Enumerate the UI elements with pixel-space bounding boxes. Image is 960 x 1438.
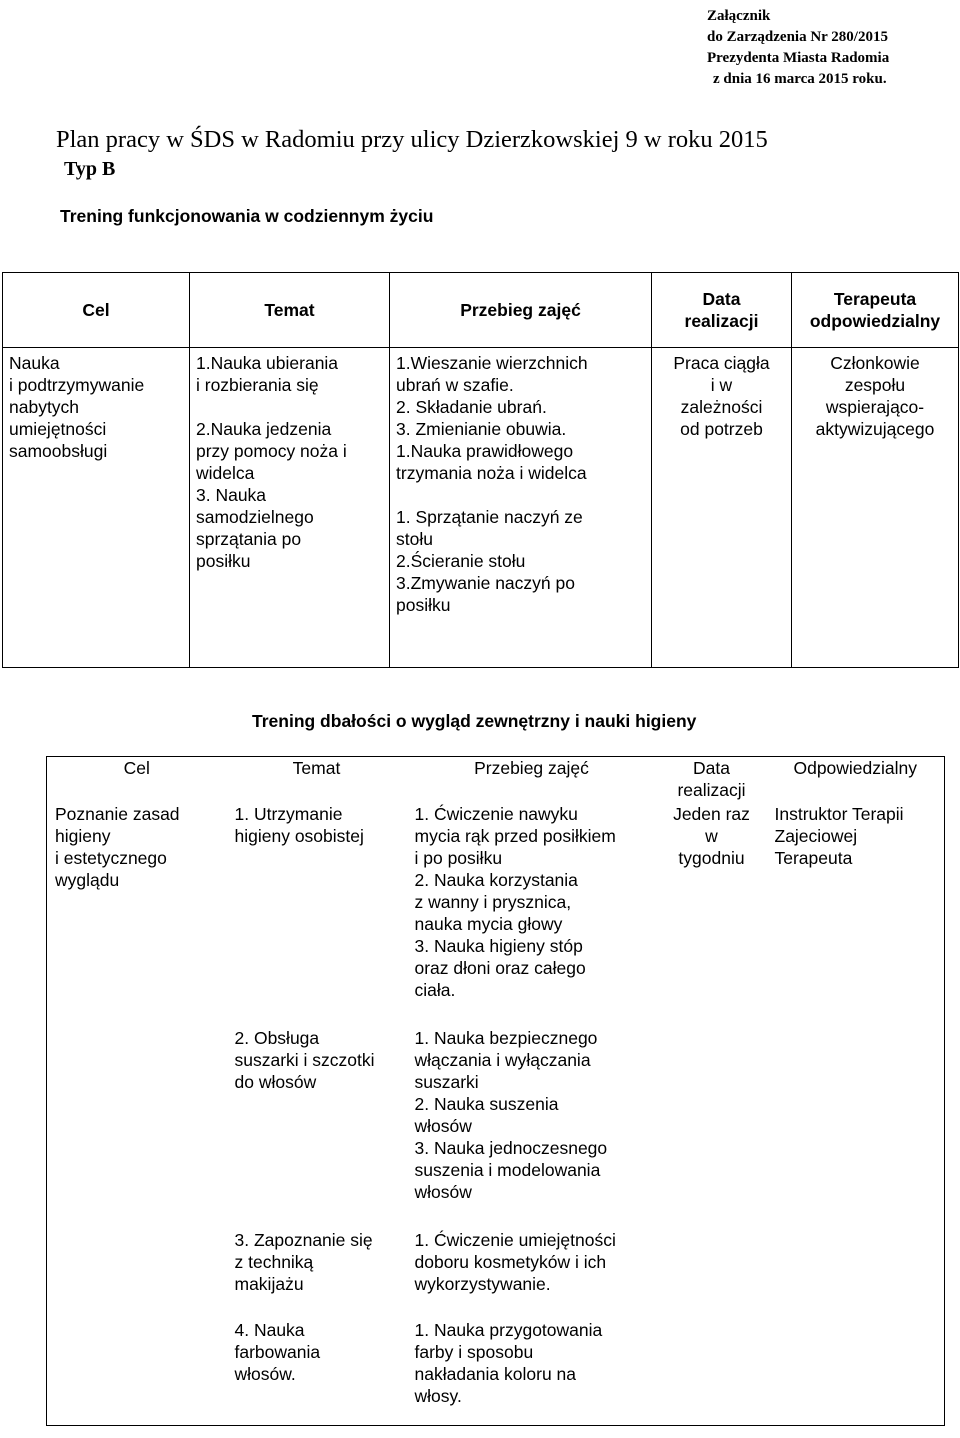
cell-line: 3. Nauka higieny stóp	[414, 936, 583, 956]
cell-line: i rozbierania się	[196, 375, 319, 395]
header-topic: Temat	[227, 757, 407, 802]
cell-line: nakładania koloru na	[414, 1364, 577, 1384]
table-header-row	[3, 273, 959, 348]
cell-line: włosów.	[234, 1364, 296, 1384]
cell-line: umiejętności	[9, 419, 107, 439]
cell-line: 1. Utrzymanie	[234, 804, 343, 824]
topic-cell	[227, 1003, 407, 1205]
cell-line: trzymania noża i widelca	[396, 463, 587, 483]
cell-line: włosy.	[414, 1386, 462, 1406]
cell-line: 1.Nauka ubierania	[196, 353, 339, 373]
cell-line: ciała.	[414, 980, 456, 1000]
cell-line: Poznanie zasad	[55, 804, 180, 824]
date-cell	[652, 348, 792, 668]
cell-line: Nauka	[9, 353, 60, 373]
cell-line: farbowania	[234, 1342, 321, 1362]
cell-line: stołu	[396, 529, 433, 549]
cell-line: makijażu	[234, 1274, 304, 1294]
cell-line: przy pomocy noża i	[196, 441, 347, 461]
cell-line: wspierająco-	[825, 397, 925, 417]
cell-line: 2. Obsługa	[234, 1028, 320, 1048]
header-date: Data realizacji	[657, 757, 767, 802]
topic-cell	[227, 1297, 407, 1426]
topic-cell	[227, 801, 407, 1003]
header-course: Przebieg zajęć	[407, 757, 657, 802]
cell-line: 1. Nauka przygotowania	[414, 1320, 603, 1340]
cell-line: Praca ciągła	[673, 353, 770, 373]
responsible-cell	[767, 801, 945, 1003]
cell-line	[196, 396, 383, 418]
header-responsible: Odpowiedzialny	[767, 757, 945, 802]
goal-cell	[47, 801, 227, 1003]
page-title: Plan pracy w ŚDS w Radomiu przy ulicy Dzierzkowskiej 9 w roku 2015	[56, 126, 768, 153]
cell-line: samodzielnego	[196, 507, 314, 527]
responsible-cell	[792, 348, 959, 668]
section2-table	[46, 756, 945, 1426]
cell-line: Zajeciowej	[774, 826, 858, 846]
cell-line: samoobsługi	[9, 441, 108, 461]
table-row	[47, 801, 945, 1003]
course-cell	[407, 1205, 657, 1297]
cell-line: 2. Nauka korzystania	[414, 870, 578, 890]
cell-line: nabytych	[9, 397, 80, 417]
cell-line: zależności	[680, 397, 763, 417]
cell-line: 1. Sprzątanie naczyń ze	[396, 507, 583, 527]
course-cell	[390, 348, 652, 668]
cell-line	[396, 484, 645, 506]
header-responsible: Terapeuta odpowiedzialny	[792, 273, 959, 348]
course-cell	[407, 1003, 657, 1205]
cell-line: 1. Ćwiczenie nawyku	[414, 804, 578, 824]
cell-line: 1. Ćwiczenie umiejętności	[414, 1230, 616, 1250]
section1-heading: Trening funkcjonowania w codziennym życiu	[60, 206, 434, 226]
cell-line: 2.Ścieranie stołu	[396, 551, 526, 571]
header-goal: Cel	[47, 757, 227, 802]
attachment-line: do Zarządzenia Nr 280/2015	[707, 29, 888, 45]
table-row	[3, 348, 959, 668]
cell-line: 2. Nauka suszenia	[414, 1094, 559, 1114]
cell-line: higieny	[55, 826, 111, 846]
cell-line: 3. Nauka jednoczesnego	[414, 1138, 608, 1158]
cell-line: aktywizującego	[815, 419, 935, 439]
cell-line: 3.Zmywanie naczyń po	[396, 573, 575, 593]
cell-line: tygodniu	[678, 848, 745, 868]
cell-line: 3. Nauka	[196, 485, 267, 505]
cell-line: i po posiłku	[414, 848, 503, 868]
attachment-line: z dnia 16 marca 2015 roku.	[713, 71, 887, 87]
cell-line: posiłku	[196, 551, 251, 571]
cell-line: nauka mycia głowy	[414, 914, 563, 934]
cell-line: w	[705, 826, 718, 846]
cell-line: Członkowie	[830, 353, 920, 373]
cell-line: z techniką	[234, 1252, 314, 1272]
cell-line: 3. Zapoznanie się	[234, 1230, 373, 1250]
cell-line: włączania i wyłączania	[414, 1050, 591, 1070]
table-header-row	[47, 757, 945, 802]
table-row	[47, 1297, 945, 1426]
course-cell	[407, 801, 657, 1003]
cell-line: 3. Zmienianie obuwia.	[396, 419, 567, 439]
page-subtitle: Typ B	[64, 158, 116, 180]
goal-cell	[3, 348, 190, 668]
cell-line: ubrań w szafie.	[396, 375, 514, 395]
header-goal: Cel	[3, 273, 190, 348]
section1-table	[2, 272, 959, 668]
attachment-note	[707, 6, 889, 90]
cell-line: doboru kosmetyków i ich	[414, 1252, 607, 1272]
header-topic: Temat	[190, 273, 390, 348]
cell-line: włosów	[414, 1116, 472, 1136]
cell-line: Jeden raz	[673, 804, 750, 824]
section2-heading: Trening dbałości o wygląd zewnętrzny i nauki higieny	[252, 711, 697, 731]
cell-line: i podtrzymywanie	[9, 375, 145, 395]
cell-line: od potrzeb	[680, 419, 763, 439]
cell-line: wyglądu	[55, 870, 120, 890]
cell-line: higieny osobistej	[234, 826, 364, 846]
topic-cell	[190, 348, 390, 668]
cell-line: 1.Nauka prawidłowego	[396, 441, 574, 461]
cell-line: włosów	[414, 1182, 472, 1202]
cell-line: 2. Składanie ubrań.	[396, 397, 547, 417]
attachment-line: Prezydenta Miasta Radomia	[707, 50, 890, 66]
cell-line: suszenia i modelowania	[414, 1160, 601, 1180]
course-cell	[407, 1297, 657, 1426]
cell-line: mycia rąk przed posiłkiem	[414, 826, 616, 846]
cell-line: suszarki i szczotki	[234, 1050, 375, 1070]
cell-line: sprzątania po	[196, 529, 302, 549]
table-row	[47, 1205, 945, 1297]
header-date: Data realizacji	[652, 273, 792, 348]
cell-line: do włosów	[234, 1072, 317, 1092]
cell-line: 1.Wieszanie wierzchnich	[396, 353, 588, 373]
cell-line: Instruktor Terapii	[774, 804, 904, 824]
attachment-line: Załącznik	[707, 8, 771, 24]
date-cell	[657, 801, 767, 1003]
cell-line: zespołu	[844, 375, 906, 395]
cell-line: z wanny i prysznica,	[414, 892, 572, 912]
cell-line: Terapeuta	[774, 848, 853, 868]
cell-line: suszarki	[414, 1072, 479, 1092]
header-course: Przebieg zajęć	[390, 273, 652, 348]
cell-line: farby i sposobu	[414, 1342, 534, 1362]
cell-line: 1. Nauka bezpiecznego	[414, 1028, 598, 1048]
cell-line: 2.Nauka jedzenia	[196, 419, 332, 439]
cell-line: 4. Nauka	[234, 1320, 305, 1340]
cell-line: oraz dłoni oraz całego	[414, 958, 586, 978]
cell-line: i w	[710, 375, 733, 395]
cell-line: posiłku	[396, 595, 451, 615]
cell-line: i estetycznego	[55, 848, 167, 868]
cell-line: wykorzystywanie.	[414, 1274, 551, 1294]
topic-cell	[227, 1205, 407, 1297]
table-row	[47, 1003, 945, 1205]
cell-line: widelca	[196, 463, 255, 483]
